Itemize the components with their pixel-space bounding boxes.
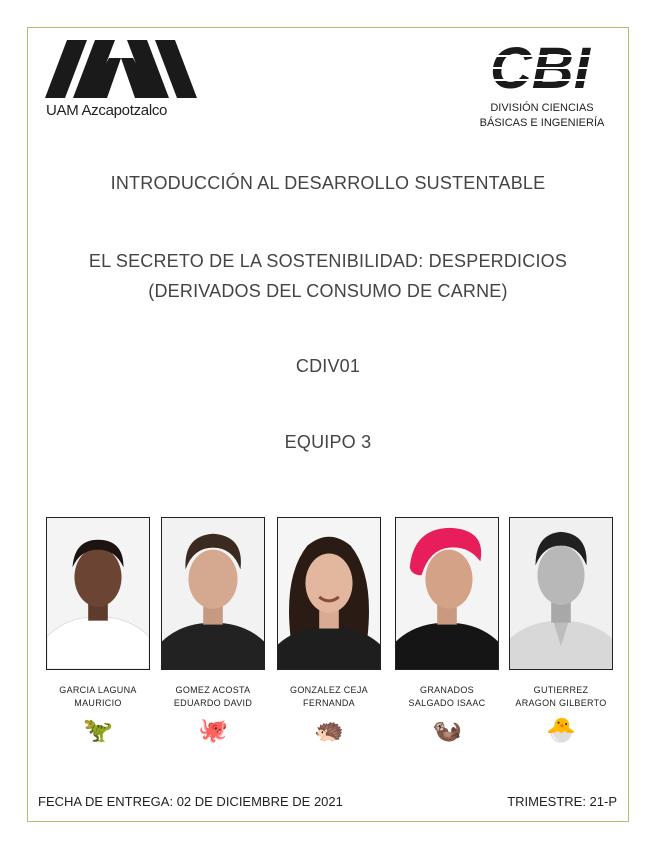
member-name: GOMEZ ACOSTA EDUARDO DAVID — [173, 685, 253, 708]
member-card — [509, 517, 613, 744]
delivery-date: FECHA DE ENTREGA: 02 DE DICIEMBRE DE 2021 — [38, 794, 343, 809]
member-name: GONZALEZ CEJA FERNANDA — [290, 685, 368, 708]
project-title-line2: (DERIVADOS DEL CONSUMO DE CARNE) — [148, 281, 508, 301]
member-photo — [46, 517, 150, 670]
group-code: CDIV01 — [295, 356, 361, 376]
member-photo — [395, 517, 499, 670]
otter-icon: 🦦 — [432, 716, 462, 744]
member-name: GARCIA LAGUNA MAURICIO — [59, 685, 137, 708]
cbi-subtitle — [462, 101, 622, 131]
dinosaur-icon: 🦖 — [83, 716, 113, 744]
member-card — [277, 517, 381, 744]
team-label: EQUIPO 3 — [284, 432, 372, 452]
member-name: GRANADOS SALGADO ISAAC — [408, 685, 486, 708]
hatching-chick-icon: 🐣 — [546, 716, 576, 744]
project-title-line1: EL SECRETO DE LA SOSTENIBILIDAD: DESPERDICIOS — [88, 251, 568, 271]
member-photo — [277, 517, 381, 670]
cbi-logo-word: CBI — [490, 40, 590, 100]
cbi-subtitle-line1: DIVISIÓN CIENCIAS — [490, 102, 594, 114]
octopus-icon: 🐙 — [198, 716, 228, 744]
member-photo — [509, 517, 613, 670]
member-name: GUTIERREZ ARAGON GILBERTO — [515, 685, 607, 708]
hedgehog-icon: 🦔 — [314, 716, 344, 744]
term-label: TRIMESTRE: 21-P — [507, 794, 617, 809]
cbi-logo-icon — [470, 40, 610, 100]
course-name: INTRODUCCIÓN AL DESARROLLO SUSTENTABLE — [110, 173, 546, 193]
member-card — [161, 517, 265, 744]
member-card — [395, 517, 499, 744]
uam-logo-text: UAM Azcapotzalco — [46, 102, 168, 119]
cbi-subtitle-line2: BÁSICAS E INGENIERÍA — [479, 117, 605, 129]
member-photo — [161, 517, 265, 670]
member-card — [46, 517, 150, 744]
